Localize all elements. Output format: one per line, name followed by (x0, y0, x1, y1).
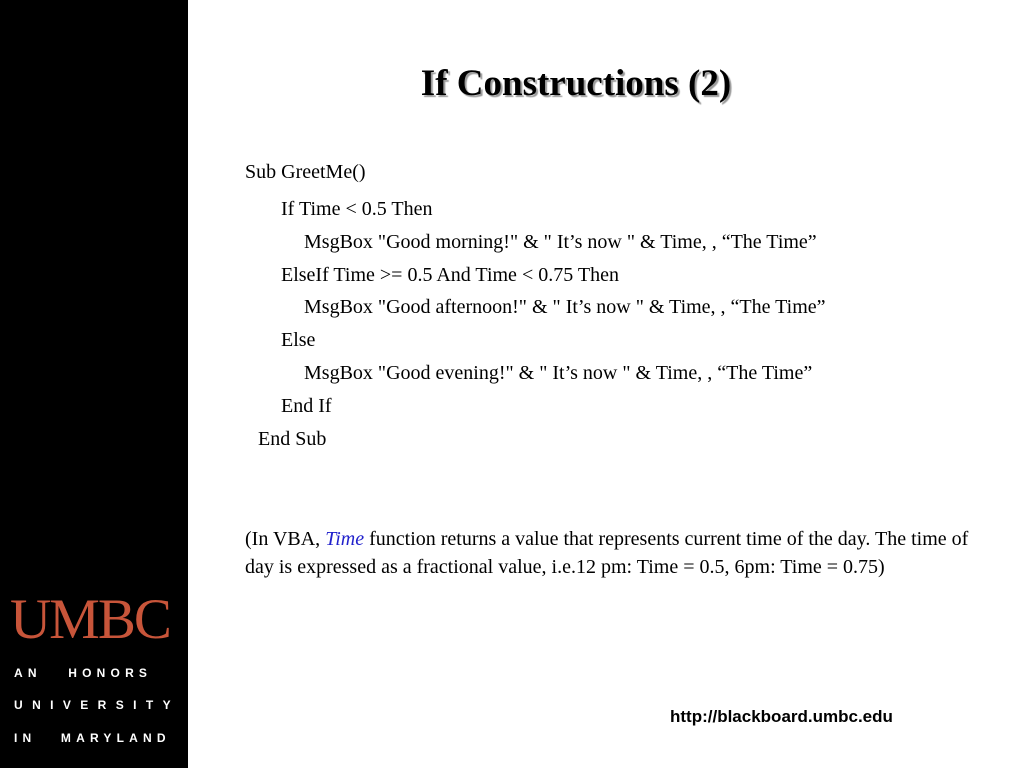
code-line-msgbox-afternoon: MsgBox "Good afternoon!" & " It’s now " & Time, , “The Time” (304, 296, 826, 318)
code-line-end-if: End If (281, 395, 332, 417)
note-suffix: function returns a value that represents current time of the day. The time of day is expressed as a fractional value, i.e.12 pm: Time = 0.5, 6pm: Time = 0.75) (245, 528, 969, 578)
note-keyword: Time (325, 528, 365, 550)
code-line-else: Else (281, 329, 316, 351)
code-line-msgbox-evening: MsgBox "Good evening!" & " It’s now " & Time, , “The Time” (304, 362, 813, 384)
footer-url: http://blackboard.umbc.edu (670, 707, 893, 726)
tagline-text-1: AN HONORS (14, 666, 153, 680)
code-line-sub: Sub GreetMe() (245, 161, 366, 183)
code-line-end-sub: End Sub (258, 428, 327, 450)
tagline-line-3 (14, 731, 174, 745)
note-prefix: (In VBA, (245, 528, 326, 550)
sidebar (0, 0, 188, 768)
code-line-elseif: ElseIf Time >= 0.5 And Time < 0.75 Then (281, 264, 619, 286)
vba-time-note (245, 525, 975, 581)
tagline-line-2: UNIVERSITY (14, 698, 181, 712)
code-line-msgbox-morning: MsgBox "Good morning!" & " It’s now " & Time, , “The Time” (304, 231, 817, 253)
code-line-if: If Time < 0.5 Then (281, 198, 433, 220)
tagline-text-3: IN MARYLAND (14, 731, 171, 745)
tagline-line-1 (14, 666, 174, 680)
slide-title: If Constructions (2) (420, 63, 732, 104)
umbc-logo: UMBC (10, 588, 170, 651)
